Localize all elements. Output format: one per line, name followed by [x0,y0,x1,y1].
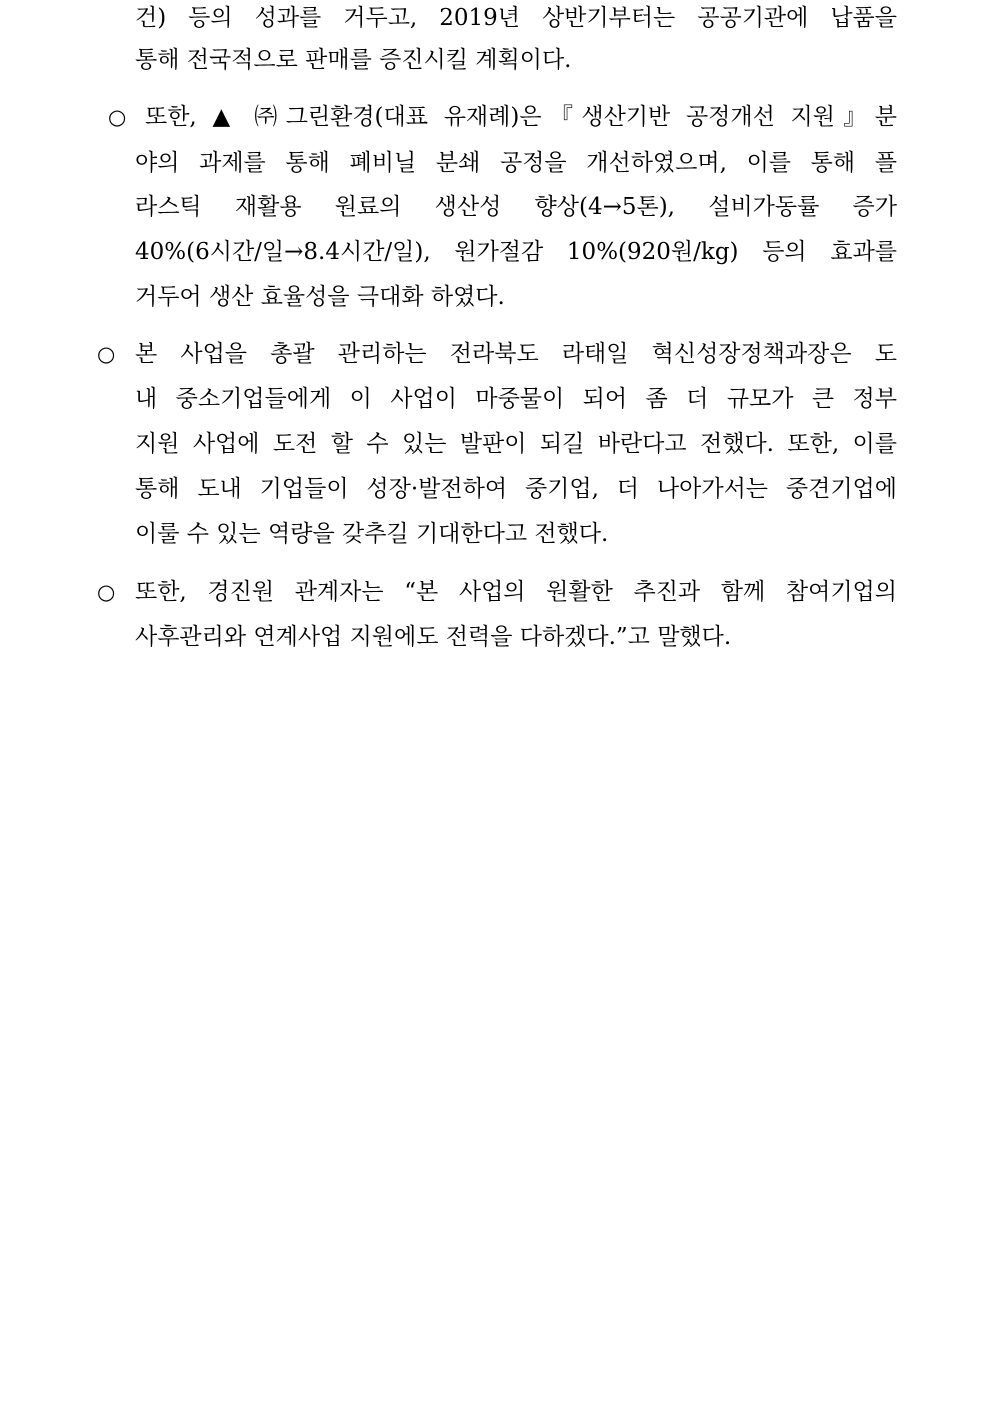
paragraph-line: 이룰 수 있는 역량을 갖추길 기대한다고 전했다. [135,521,609,547]
paragraph-line: 또한, 경진원 관계자는 “본 사업의 원활한 추진과 함께 참여기업의 [135,579,897,605]
paragraph-line: 40%(6시간/일→8.4시간/일), 원가절감 10%(920원/kg) 등의 효과를 [135,239,897,265]
circle-bullet-icon: ○ [108,105,127,129]
paragraph-line: 내 중소기업들에게 이 사업이 마중물이 되어 좀 더 규모가 큰 정부 [135,386,897,412]
paragraph-line: 통해 전국적으로 판매를 증진시킬 계획이다. [135,47,572,73]
paragraph-line: 건) 등의 성과를 거두고, 2019년 상반기부터는 공공기관에 납품을 [135,5,897,31]
circle-bullet-icon: ○ [97,342,116,366]
paragraph-line: 본 사업을 총괄 관리하는 전라북도 라태일 혁신성장정책과장은 도 [135,341,897,367]
paragraph-line: 지원 사업에 도전 할 수 있는 발판이 되길 바란다고 전했다. 또한, 이를 [135,431,897,457]
paragraph-line: 라스틱 재활용 원료의 생산성 향상(4→5톤), 설비가동률 증가 [135,194,897,220]
paragraph-line: 야의 과제를 통해 폐비닐 분쇄 공정을 개선하였으며, 이를 통해 플 [135,150,897,176]
paragraph-line: 또한, ▲ ㈜그린환경(대표 유재례)은『생산기반 공정개선 지원』분 [145,104,897,130]
circle-bullet-icon: ○ [97,580,116,604]
paragraph-line: 거두어 생산 효율성을 극대화 하였다. [135,284,505,310]
paragraph-line: 통해 도내 기업들이 성장·발전하여 중기업, 더 나아가서는 중견기업에 [135,476,897,502]
paragraph-line: 사후관리와 연계사업 지원에도 전력을 다하겠다.”고 말했다. [135,624,732,650]
